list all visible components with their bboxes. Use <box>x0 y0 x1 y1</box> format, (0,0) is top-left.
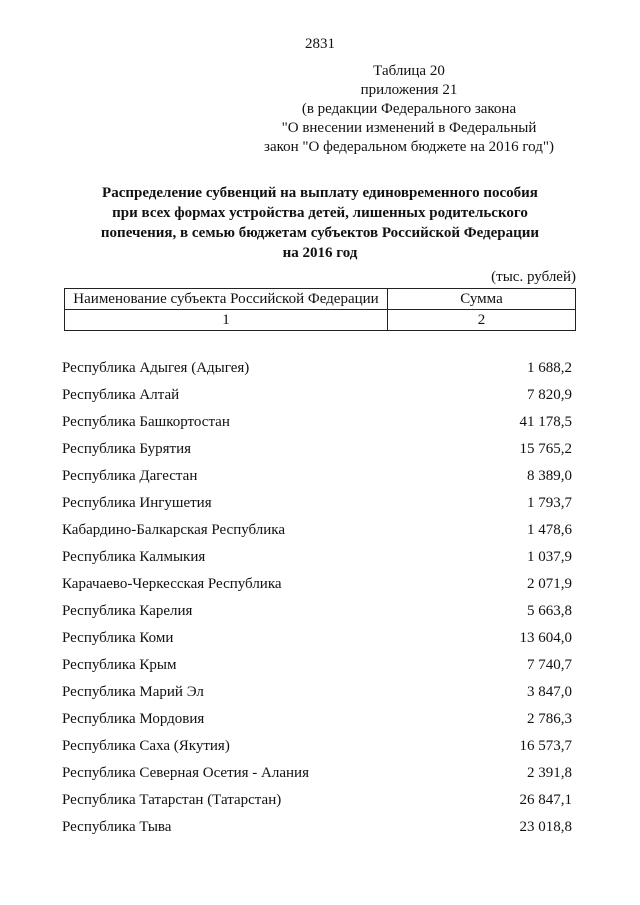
region-name: Республика Калмыкия <box>62 549 206 565</box>
title-line-1: Распределение субвенций на выплату единовременного пособия <box>102 185 538 201</box>
table-row <box>62 652 572 679</box>
region-sum: 5 663,8 <box>527 603 572 619</box>
note-line-2: приложения 21 <box>360 82 458 98</box>
region-name: Республика Карелия <box>62 603 193 619</box>
table-row <box>62 382 572 409</box>
region-name: Республика Крым <box>62 657 177 673</box>
note-line-1: Таблица 20 <box>373 63 445 79</box>
region-sum: 16 573,7 <box>519 738 572 754</box>
header-column-number-1: 1 <box>65 310 388 331</box>
region-sum: 2 786,3 <box>527 711 572 727</box>
region-sum: 7 740,7 <box>527 657 572 673</box>
region-sum: 26 847,1 <box>519 792 572 808</box>
region-name: Республика Дагестан <box>62 468 198 484</box>
region-name: Республика Мордовия <box>62 711 205 727</box>
header-column-number-2: 2 <box>388 310 576 331</box>
region-sum: 3 847,0 <box>527 684 572 700</box>
data-rows <box>62 355 572 841</box>
header-sum: Сумма <box>388 289 576 310</box>
table-row <box>62 490 572 517</box>
table-row <box>62 463 572 490</box>
table-header <box>64 288 576 331</box>
region-sum: 2 071,9 <box>527 576 572 592</box>
region-sum: 41 178,5 <box>519 414 572 430</box>
table-row <box>62 760 572 787</box>
table-row <box>62 409 572 436</box>
region-name: Республика Тыва <box>62 819 172 835</box>
table-row <box>62 787 572 814</box>
document-title <box>60 183 580 263</box>
region-sum: 1 478,6 <box>527 522 572 538</box>
note-line-3: (в редакции Федерального закона <box>301 101 517 117</box>
table-row <box>62 598 572 625</box>
table-row <box>62 679 572 706</box>
table-row <box>62 544 572 571</box>
region-name: Республика Северная Осетия - Алания <box>62 765 309 781</box>
table-row <box>62 436 572 463</box>
page-number: 2831 <box>305 36 335 52</box>
region-name: Кабардино-Балкарская Республика <box>62 522 286 538</box>
region-sum: 1 037,9 <box>527 549 572 565</box>
region-sum: 23 018,8 <box>519 819 572 835</box>
note-line-5: закон "О федеральном бюджете на 2016 год") <box>264 139 554 155</box>
region-name: Республика Ингушетия <box>62 495 212 511</box>
region-name: Республика Саха (Якутия) <box>62 738 230 754</box>
region-name: Республика Коми <box>62 630 174 646</box>
title-line-2: при всех формах устройства детей, лишенных родительского <box>112 205 528 221</box>
region-name: Карачаево-Черкесская Республика <box>62 576 282 592</box>
table-row <box>62 571 572 598</box>
region-sum: 7 820,9 <box>527 387 572 403</box>
header-region-name: Наименование субъекта Российской Федерации <box>65 289 388 310</box>
table-row <box>62 355 572 382</box>
title-line-4: на 2016 год <box>282 245 358 261</box>
region-name: Республика Алтай <box>62 387 180 403</box>
region-sum: 13 604,0 <box>519 630 572 646</box>
title-line-3: попечения, в семью бюджетам субъектов Российской Федерации <box>100 225 540 241</box>
region-sum: 1 688,2 <box>527 360 572 376</box>
region-name: Республика Татарстан (Татарстан) <box>62 792 282 808</box>
table-row <box>62 814 572 841</box>
note-line-4: "О внесении изменений в Федеральный <box>281 120 537 136</box>
table-reference-note <box>250 62 568 157</box>
table-row <box>62 517 572 544</box>
region-sum: 2 391,8 <box>527 765 572 781</box>
table-row <box>62 625 572 652</box>
region-sum: 1 793,7 <box>527 495 572 511</box>
region-sum: 15 765,2 <box>519 441 572 457</box>
table-row <box>62 706 572 733</box>
region-sum: 8 389,0 <box>527 468 572 484</box>
region-name: Республика Бурятия <box>62 441 192 457</box>
region-name: Республика Марий Эл <box>62 684 204 700</box>
region-name: Республика Адыгея (Адыгея) <box>62 360 250 376</box>
units-label: (тыс. рублей) <box>491 269 576 285</box>
region-name: Республика Башкортостан <box>62 414 230 430</box>
table-row <box>62 733 572 760</box>
